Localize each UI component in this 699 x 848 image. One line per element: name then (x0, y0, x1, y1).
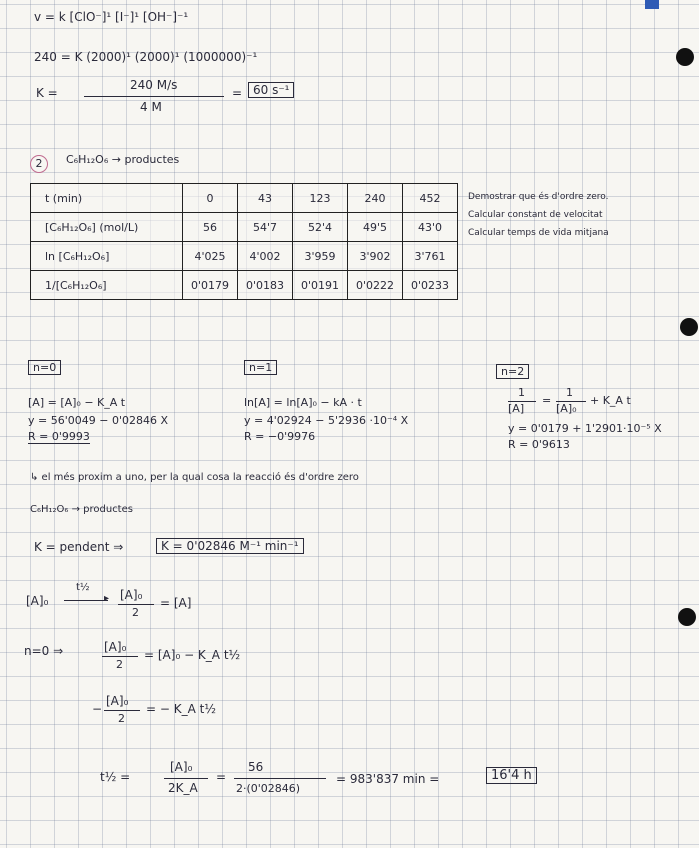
table-cell: 0'0179 (183, 271, 238, 300)
binder-hole-middle (680, 318, 698, 336)
rate-law-line: v = k [ClO⁻]¹ [I⁻]¹ [OH⁻]⁻¹ (34, 10, 189, 24)
order-two-eq-tail: + K_A t (590, 394, 631, 407)
table-cell: 54'7 (238, 213, 293, 242)
half-left: [A]₀ (26, 594, 49, 608)
table-cell: 240 (348, 184, 403, 213)
final-frac1-num: [A]₀ (170, 760, 193, 774)
order-one-fit: y = 4'02924 − 5'2936 ·10⁻⁴ X (244, 414, 409, 427)
order-two-label: n=2 (496, 364, 529, 379)
final-eq: = (216, 770, 227, 784)
table-cell: 452 (403, 184, 458, 213)
final-lhs: t½ = (100, 770, 131, 784)
final-result-box: 16'4 h (486, 767, 537, 784)
table-cell: 4'002 (238, 242, 293, 271)
binder-hole-bottom (678, 608, 696, 626)
half-right: = [A] (160, 596, 192, 610)
order-one-equation: ln[A] = ln[A]₀ − kA · t (244, 396, 362, 409)
binder-hole-top (676, 48, 694, 66)
table-cell: 3'959 (293, 242, 348, 271)
row-label: t (min) (31, 184, 183, 213)
neg-half-rest: = − K_A t½ (146, 702, 216, 716)
problem-number (30, 152, 48, 173)
conclusion-note: ↳ el més proxim a uno, per la qual cosa la reacció és d'ordre zero (30, 472, 359, 483)
table-row (31, 184, 458, 213)
problem-number-circle: 2 (30, 155, 48, 173)
problem-reaction: C₆H₁₂O₆ → productes (66, 153, 180, 166)
table-cell: 123 (293, 184, 348, 213)
row-label: [C₆H₁₂O₆] (mol/L) (31, 213, 183, 242)
row-label: 1/[C₆H₁₂O₆] (31, 271, 183, 300)
k-numerator: 240 M/s (130, 78, 178, 92)
final-frac2-bar (234, 778, 326, 779)
table-row (31, 213, 458, 242)
order-two-eq-num2: 1 (566, 386, 573, 399)
k-fraction-bar (84, 96, 224, 97)
table-cell: 0 (183, 184, 238, 213)
order-zero-label: n=0 (28, 360, 61, 375)
table-cell: 3'761 (403, 242, 458, 271)
k-prefix: K = (36, 86, 58, 100)
table-cell: 3'902 (348, 242, 403, 271)
table-cell: 4'025 (183, 242, 238, 271)
k-slope-prefix: K = pendent ⇒ (34, 540, 124, 554)
table-row (31, 242, 458, 271)
rate-substitution-line: 240 = K (2000)¹ (2000)¹ (1000000)⁻¹ (34, 50, 258, 64)
table-cell: 52'4 (293, 213, 348, 242)
data-table (30, 183, 458, 300)
order-two-eq-equals: = (542, 394, 552, 407)
table-cell: 49'5 (348, 213, 403, 242)
neg-half-frac-num: [A]₀ (106, 694, 129, 708)
n0-half-rest: = [A]₀ − K_A t½ (144, 648, 241, 662)
k-result-box: 60 s⁻¹ (248, 82, 294, 98)
final-frac2-num: 56 (248, 760, 264, 774)
half-frac-den: 2 (132, 606, 139, 619)
table-row (31, 271, 458, 300)
task-note: Calcular constant de velocitat (468, 210, 603, 220)
final-frac1-bar (164, 778, 208, 779)
n0-half-frac-den: 2 (116, 658, 123, 671)
final-frac1-den: 2K_A (168, 781, 198, 795)
order-two-r: R = 0'9613 (508, 438, 570, 451)
order-zero-equation: [A] = [A]₀ − K_A t (28, 396, 126, 409)
order-one-r: R = −0'9976 (244, 430, 316, 443)
final-value: = 983'837 min = (336, 772, 440, 786)
half-arrow-label: t½ (76, 582, 90, 593)
reaction-line: C₆H₁₂O₆ → productes (30, 504, 133, 515)
order-two-fit: y = 0'0179 + 1'2901·10⁻⁵ X (508, 422, 662, 435)
half-frac-num: [A]₀ (120, 588, 143, 602)
task-note: Demostrar que és d'ordre zero. (468, 192, 609, 202)
order-zero-r: R = 0'9993 (28, 430, 90, 443)
table-cell: 0'0191 (293, 271, 348, 300)
order-two-eq-den: [A] (508, 402, 525, 415)
table-cell: 0'0233 (403, 271, 458, 300)
neg-half-prefix: − (92, 702, 103, 716)
half-arrow-head: ▸ (104, 593, 110, 604)
half-arrow (64, 600, 108, 601)
order-two-eq-num: 1 (518, 386, 525, 399)
order-two-eq-den2: [A]₀ (556, 402, 577, 415)
order-one-label: n=1 (244, 360, 277, 375)
neg-half-frac-den: 2 (118, 712, 125, 725)
table-cell: 0'0183 (238, 271, 293, 300)
final-frac2-den: 2·(0'02846) (236, 782, 301, 795)
table-cell: 56 (183, 213, 238, 242)
task-note: Calcular temps de vida mitjana (468, 228, 609, 238)
k-slope-result-box: K = 0'02846 M⁻¹ min⁻¹ (156, 538, 304, 554)
corner-tab (645, 0, 659, 9)
order-zero-fit: y = 56'0049 − 0'02846 X (28, 414, 168, 427)
row-label: ln [C₆H₁₂O₆] (31, 242, 183, 271)
n0-half-frac-num: [A]₀ (104, 640, 127, 654)
k-equals: = (232, 86, 243, 100)
table-cell: 43 (238, 184, 293, 213)
n0-half-prefix: n=0 ⇒ (24, 644, 64, 658)
k-denominator: 4 M (140, 100, 162, 114)
table-cell: 0'0222 (348, 271, 403, 300)
table-cell: 43'0 (403, 213, 458, 242)
